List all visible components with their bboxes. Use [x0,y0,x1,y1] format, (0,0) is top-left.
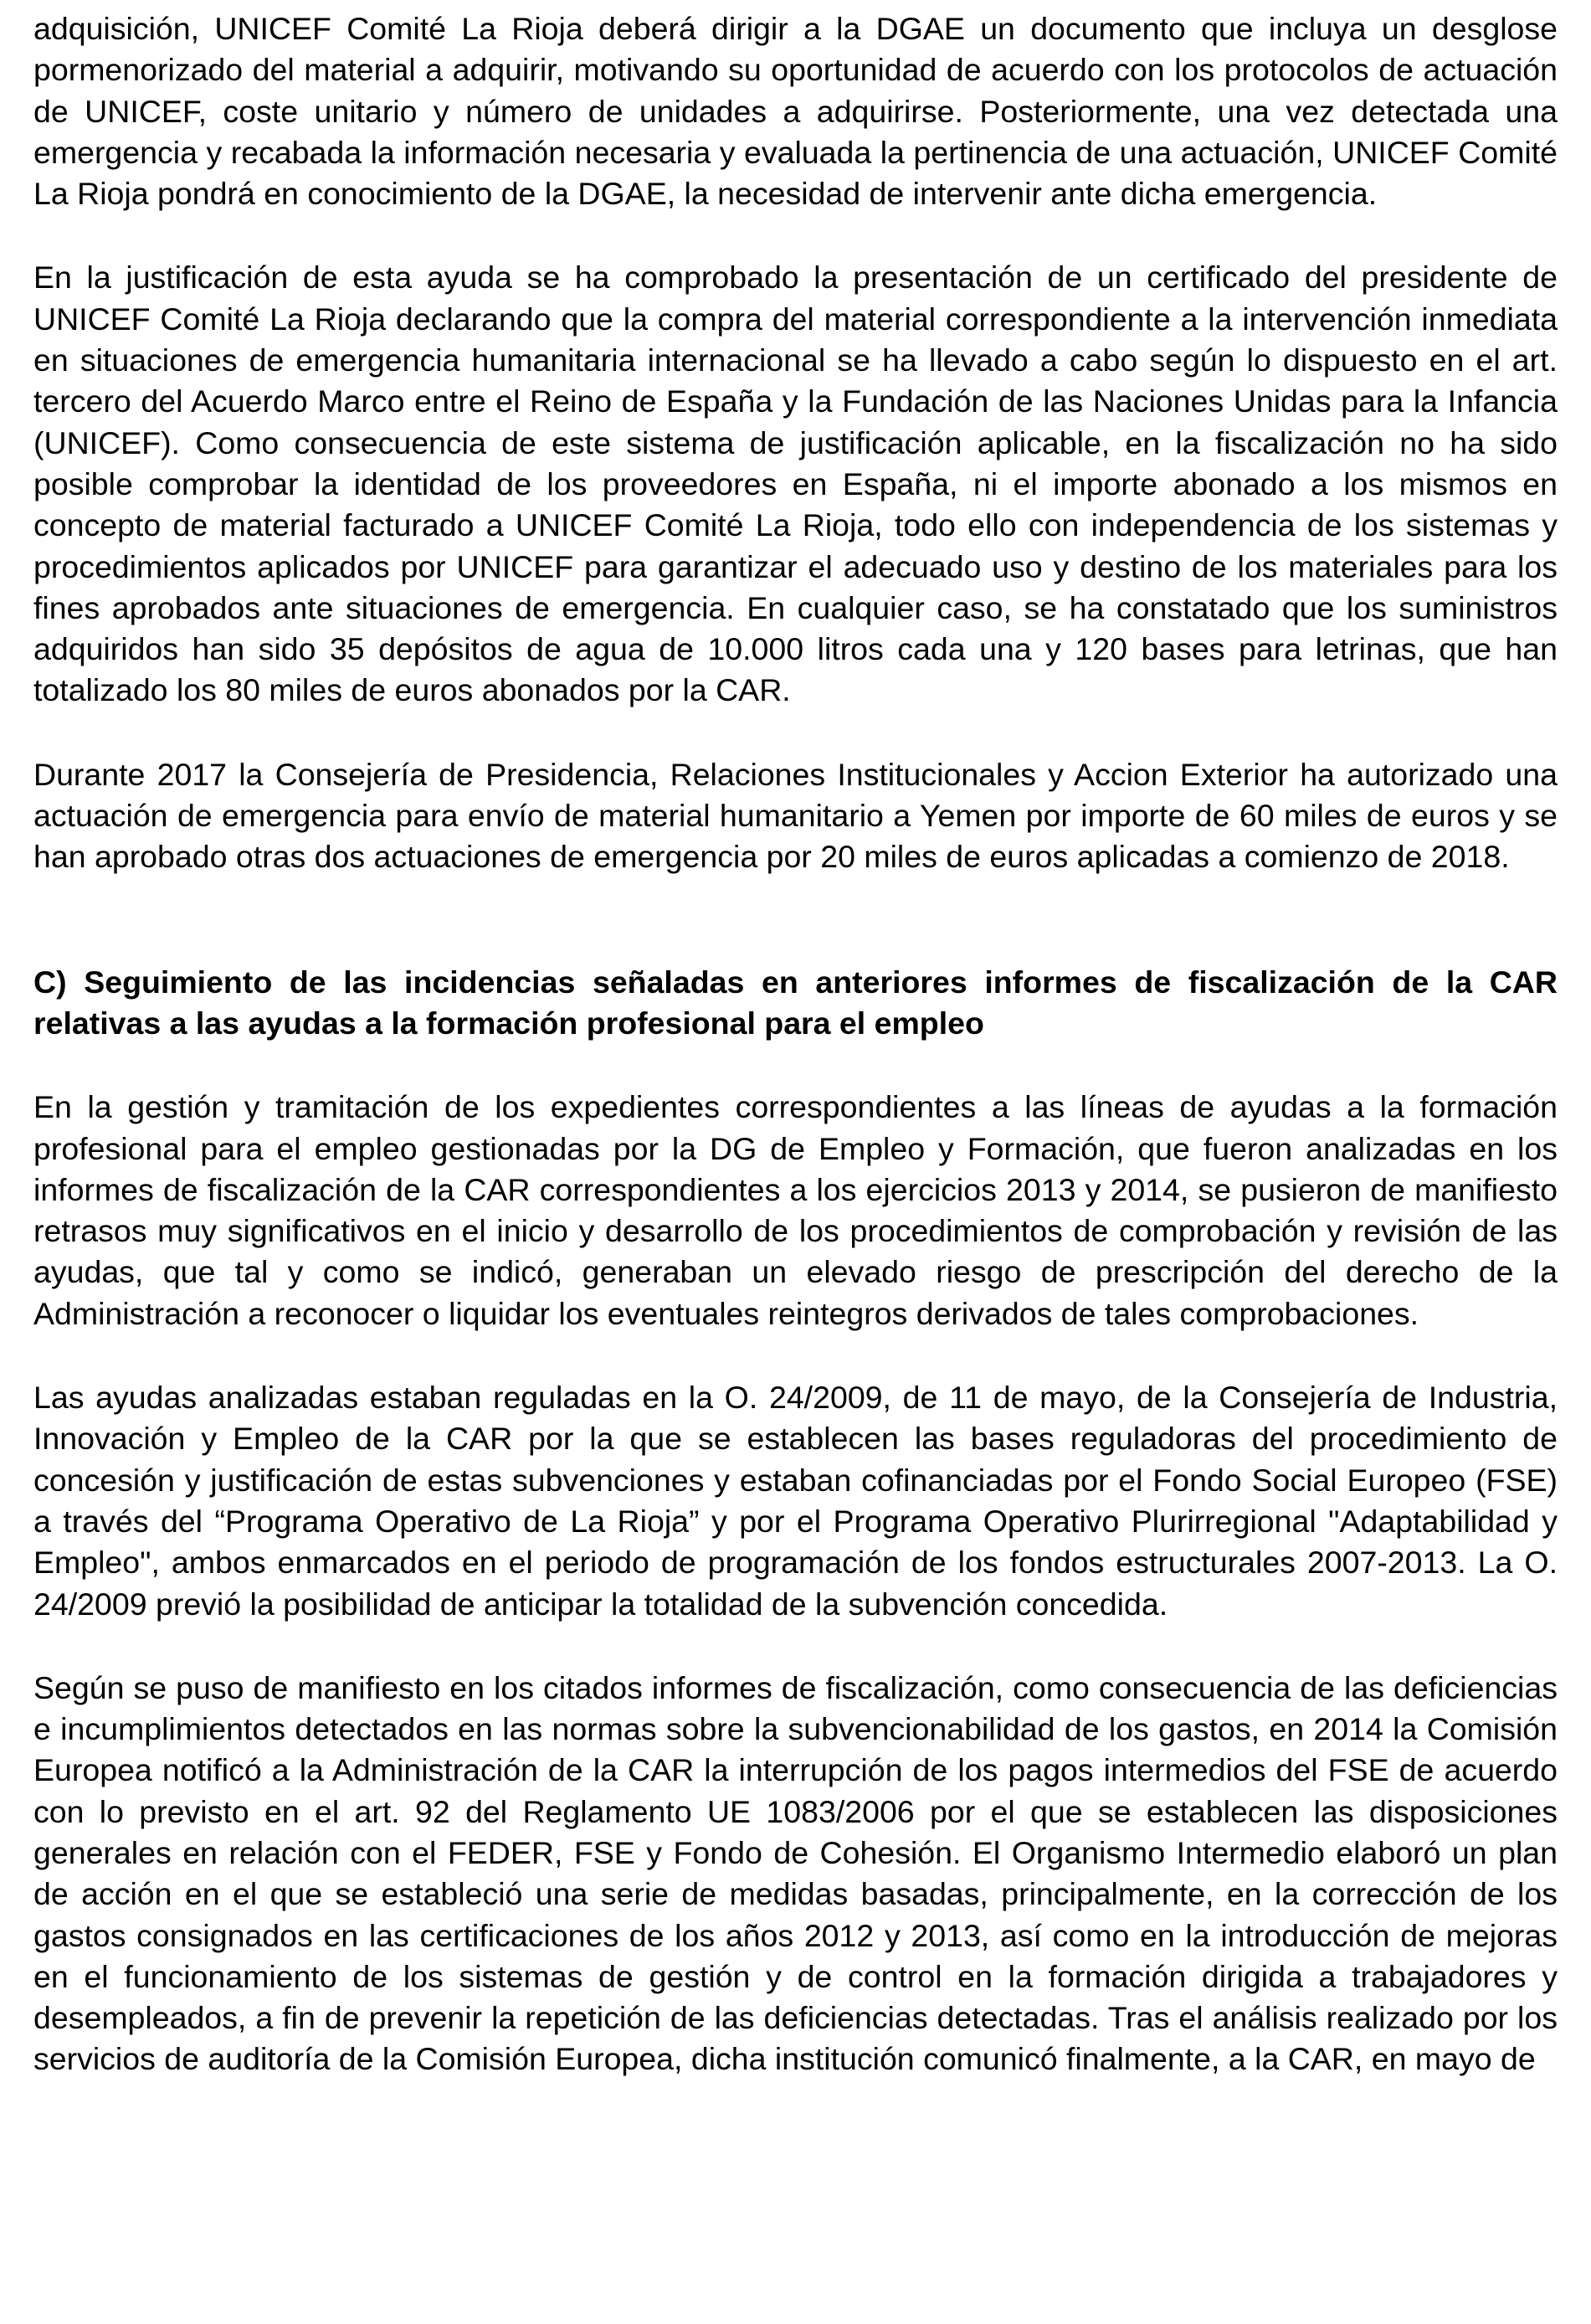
paragraph-unicef-justification: En la justificación de esta ayuda se ha comprobado la presentación de un certificado del presidente de UNICEF Comité La Rioja declarando que la compra del material correspondiente a la intervención inmediata en situaciones de emergencia humanitaria internacional se ha llevado a cabo según lo dispuesto en el art. tercero del Acuerdo Marco entre el Reino de España y la Fundación de las Naciones Unidas para la Infancia (UNICEF). Como consecuencia de este sistema de justificación aplicable, en la fiscalización no ha sido posible comprobar la identidad de los proveedores en España, ni el importe abonado a los mismos en concepto de material facturado a UNICEF Comité La Rioja, todo ello con independencia de los sistemas y procedimientos aplicados por UNICEF para garantizar el adecuado uso y destino de los materiales para los fines aprobados ante situaciones de emergencia. En cualquier caso, se ha constatado que los suministros adquiridos han sido 35 depósitos de agua de 10.000 litros cada una y 120 bases para letrinas, que han totalizado los 80 miles de euros abonados por la CAR. [33,260,1558,708]
section-heading-c: C) Seguimiento de las incidencias señaladas en anteriores informes de fiscalización de la CAR relativas a las ayudas a la formación profesional para el empleo [33,964,1558,1041]
paragraph-training-delays: En la gestión y tramitación de los expedientes correspondientes a las líneas de ayudas a la formación profesional para el empleo gestionadas por la DG de Empleo y Formación, que fueron analizadas en los informes de fiscalización de la CAR correspondientes a los ejercicios 2013 y 2014, se pusieron de manifiesto retrasos muy significativos en el inicio y desarrollo de los procedimientos de comprobación y revisión de las ayudas, que tal y como se indicó, generaban un elevado riesgo de prescripción del derecho de la Administración a reconocer o liquidar los eventuales reintegros derivados de tales comprobaciones. [33,1089,1558,1331]
paragraph-fse-interruption: Según se puso de manifiesto en los citados informes de fiscalización, como consecuencia de las deficiencias e incumplimientos detectados en las normas sobre la subvencionabilidad de los gastos, en 2014 la Comisión Europea notificó a la Administración de la CAR la interrupción de los pagos intermedios del FSE de acuerdo con lo previsto en el art. 92 del Reglamento UE 1083/2006 por el que se establecen las disposiciones generales en relación con el FEDER, FSE y Fondo de Cohesión. El Organismo Intermedio elaboró un plan de acción en el que se estableció una serie de medidas basadas, principalmente, en la corrección de los gastos consignados en las certificaciones de los años 2012 y 2013, así como en la introducción de mejoras en el funcionamiento de los sistemas de gestión y de control en la formación dirigida a trabajadores y desempleados, a fin de prevenir la repetición de las deficiencias detectadas. Tras el análisis realizado por los servicios de auditoría de la Comisión Europea, dicha institución comunicó finalmente, a la CAR, en mayo de [33,1669,1558,2077]
paragraph-yemen-emergency: Durante 2017 la Consejería de Presidencia, Relaciones Institucionales y Accion Exterior ha autorizado una actuación de emergencia para envío de material humanitario a Yemen por importe de 60 miles de euros y se han aprobado otras dos actuaciones de emergencia por 20 miles de euros aplicadas a comienzo de 2018. [33,756,1558,875]
paragraph-order-24-2009: Las ayudas analizadas estaban reguladas en la O. 24/2009, de 11 de mayo, de la Consejería de Industria, Innovación y Empleo de la CAR por la que se establecen las bases reguladoras del procedimiento de concesión y justificación de estas subvenciones y estaban cofinanciadas por el Fondo Social Europeo (FSE) a través del “Programa Operativo de La Rioja” y por el Programa Operativo Plurirregional "Adaptabilidad y Empleo", ambos enmarcados en el periodo de programación de los fondos estructurales 2007-2013. La O. 24/2009 previó la posibilidad de anticipar la totalidad de la subvención concedida. [33,1380,1558,1622]
paragraph-unicef-procedure: adquisición, UNICEF Comité La Rioja deberá dirigir a la DGAE un documento que incluya un desglose pormenorizado del material a adquirir, motivando su oportunidad de acuerdo con los protocolos de actuación de UNICEF, coste unitario y número de unidades a adquirirse. Posteriormente, una vez detectada una emergencia y recabada la información necesaria y evaluada la pertinencia de una actuación, UNICEF Comité La Rioja pondrá en conocimiento de la DGAE, la necesidad de intervenir ante dicha emergencia. [33,11,1558,212]
document-page [33,8,1558,2080]
